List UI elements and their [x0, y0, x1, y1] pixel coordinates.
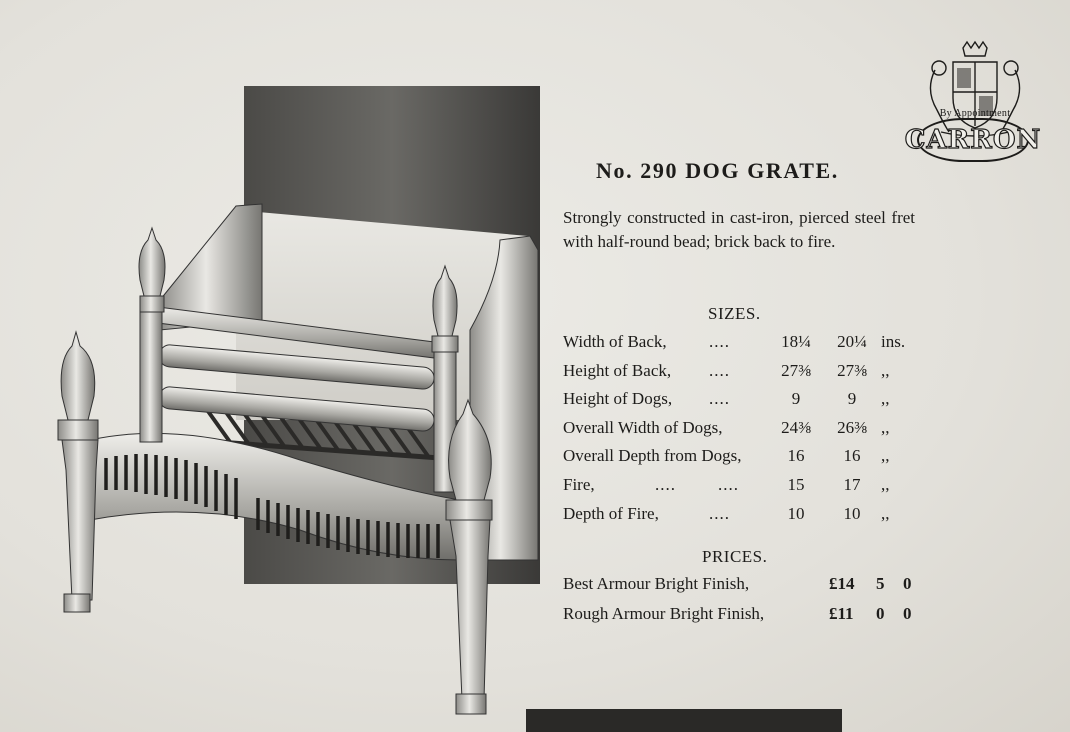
size-value-1: 24⅜	[781, 417, 811, 437]
size-leader: .... ....	[655, 474, 739, 494]
size-value-2: 16	[843, 446, 861, 466]
size-unit: ins.	[881, 332, 906, 351]
sizes-table	[563, 332, 923, 532]
price-label: Rough Armour Bright Finish,	[563, 604, 765, 623]
size-row	[563, 389, 923, 418]
size-unit: ,,	[881, 360, 890, 380]
price-label: Best Armour Bright Finish,	[563, 574, 750, 593]
price-pence: 0	[903, 574, 912, 593]
size-leader: ....	[709, 389, 730, 409]
sizes-heading: SIZES.	[708, 304, 761, 323]
appointment-caption: By Appointment	[939, 108, 1011, 119]
size-row	[563, 504, 923, 533]
size-label: Height of Dogs,	[563, 389, 673, 409]
price-row	[563, 574, 923, 604]
size-value-1: 27⅜	[781, 360, 811, 380]
carron-logo: CARRON	[917, 118, 1029, 162]
size-value-1: 10	[787, 503, 805, 523]
size-leader: ....	[709, 332, 730, 351]
prices-heading: PRICES.	[702, 547, 768, 566]
price-pounds: £11	[829, 604, 854, 623]
product-description: Strongly constructed in cast-iron, pierced steel fret with half-round bead; brick back to fire.	[563, 208, 915, 251]
product-title: No. 290 DOG GRATE.	[596, 158, 839, 183]
price-shillings: 0	[876, 604, 885, 623]
size-value-2: 26⅜	[837, 417, 867, 437]
size-row	[563, 418, 923, 447]
size-value-1: 16	[787, 446, 805, 466]
size-value-2: 27⅜	[837, 360, 867, 380]
size-label: Fire,	[563, 474, 595, 494]
size-row	[563, 446, 923, 475]
size-row	[563, 332, 923, 361]
size-unit: ,,	[881, 474, 890, 494]
price-pence: 0	[903, 604, 912, 623]
next-illustration-edge	[526, 709, 842, 732]
size-value-1: 9	[791, 389, 801, 409]
size-leader: ....	[709, 360, 730, 380]
size-unit: ,,	[881, 503, 890, 523]
size-unit: ,,	[881, 417, 890, 437]
size-value-2: 20¼	[837, 332, 867, 351]
price-row	[563, 604, 923, 634]
size-label: Height of Back,	[563, 360, 672, 380]
size-row	[563, 475, 923, 504]
size-row	[563, 361, 923, 390]
size-label: Width of Back,	[563, 332, 667, 351]
size-label: Overall Width of Dogs,	[563, 417, 723, 437]
size-unit: ,,	[881, 389, 890, 409]
price-pounds: £14	[829, 574, 855, 593]
size-value-1: 18¼	[781, 332, 811, 351]
price-shillings: 5	[876, 574, 885, 593]
size-unit: ,,	[881, 446, 890, 466]
size-label: Overall Depth from Dogs,	[563, 446, 742, 466]
size-leader: ....	[709, 503, 730, 523]
size-label: Depth of Fire,	[563, 503, 659, 523]
size-value-2: 9	[847, 389, 857, 409]
size-value-2: 17	[843, 474, 861, 494]
size-value-1: 15	[787, 474, 805, 494]
prices-table	[563, 574, 923, 634]
size-value-2: 10	[843, 503, 861, 523]
